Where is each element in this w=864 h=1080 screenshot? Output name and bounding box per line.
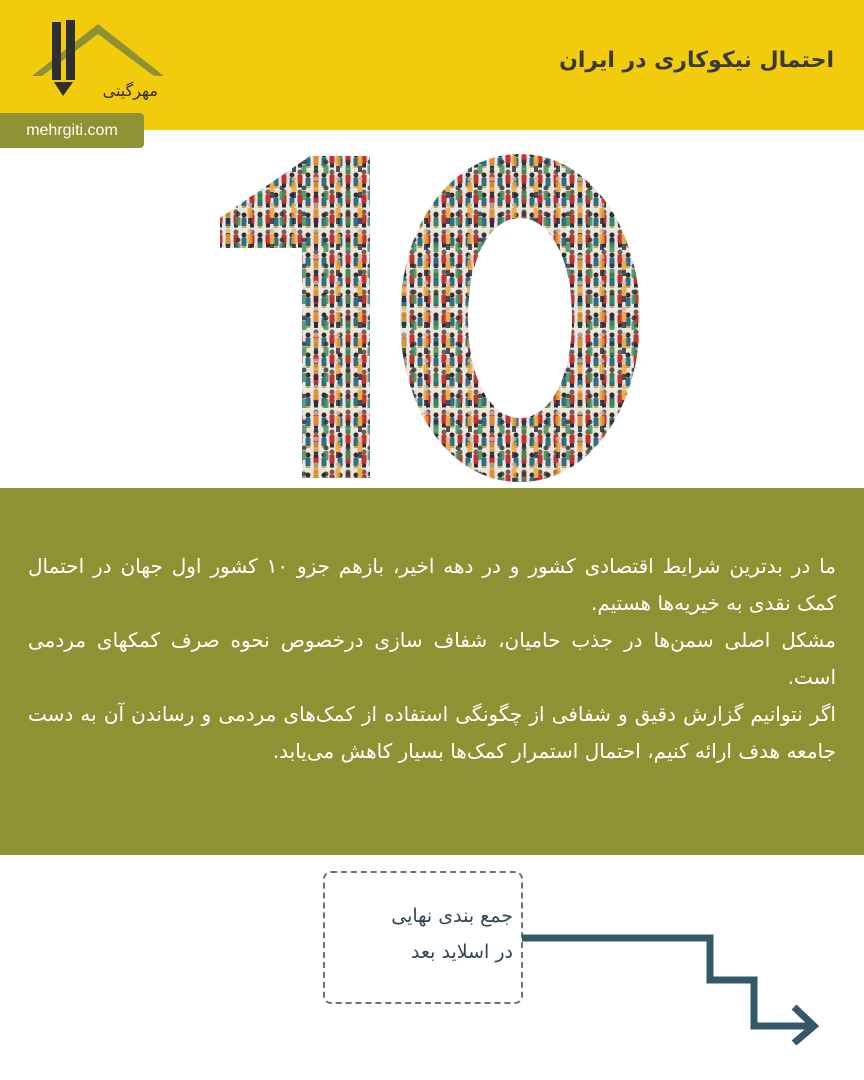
paragraph-2: مشکل اصلی سمن‌ها در جذب حامیان، شفاف سازی درخصوص نحوه صرف کمکهای مردمی است. bbox=[28, 628, 836, 689]
digit-zero bbox=[400, 154, 640, 482]
arrow-right-icon[interactable] bbox=[520, 925, 830, 1045]
digit-one bbox=[220, 156, 370, 478]
brand-logo bbox=[28, 16, 168, 116]
header-title: احتمال نیکوکاری در ایران bbox=[559, 48, 834, 73]
summary-line-1: جمع بندی نهایی bbox=[391, 905, 513, 927]
summary-text bbox=[323, 898, 513, 970]
brand-name: مهرگیتی bbox=[102, 81, 158, 100]
summary-line-2: در اسلاید بعد bbox=[411, 941, 513, 963]
paragraph-1: ما در بدترین شرایط اقتصادی کشور و در دهه اخیر، بازهم جزو ۱۰ کشور اول جهان در احتمال کمک نقدی به خیریه‌ها هستیم. bbox=[28, 554, 836, 615]
site-url-tag[interactable]: mehrgiti.com bbox=[0, 113, 144, 148]
body-text bbox=[28, 548, 836, 770]
paragraph-3: اگر نتوانیم گزارش دقیق و شفافی از چگونگی استفاده از کمک‌های مردمی و رساندن آن به دست جامعه هدف ارائه کنیم، احتمال استمرار کمک‌ها بسیار کاهش می‌یابد. bbox=[28, 702, 836, 763]
crowd-ten-illustration bbox=[200, 148, 660, 488]
